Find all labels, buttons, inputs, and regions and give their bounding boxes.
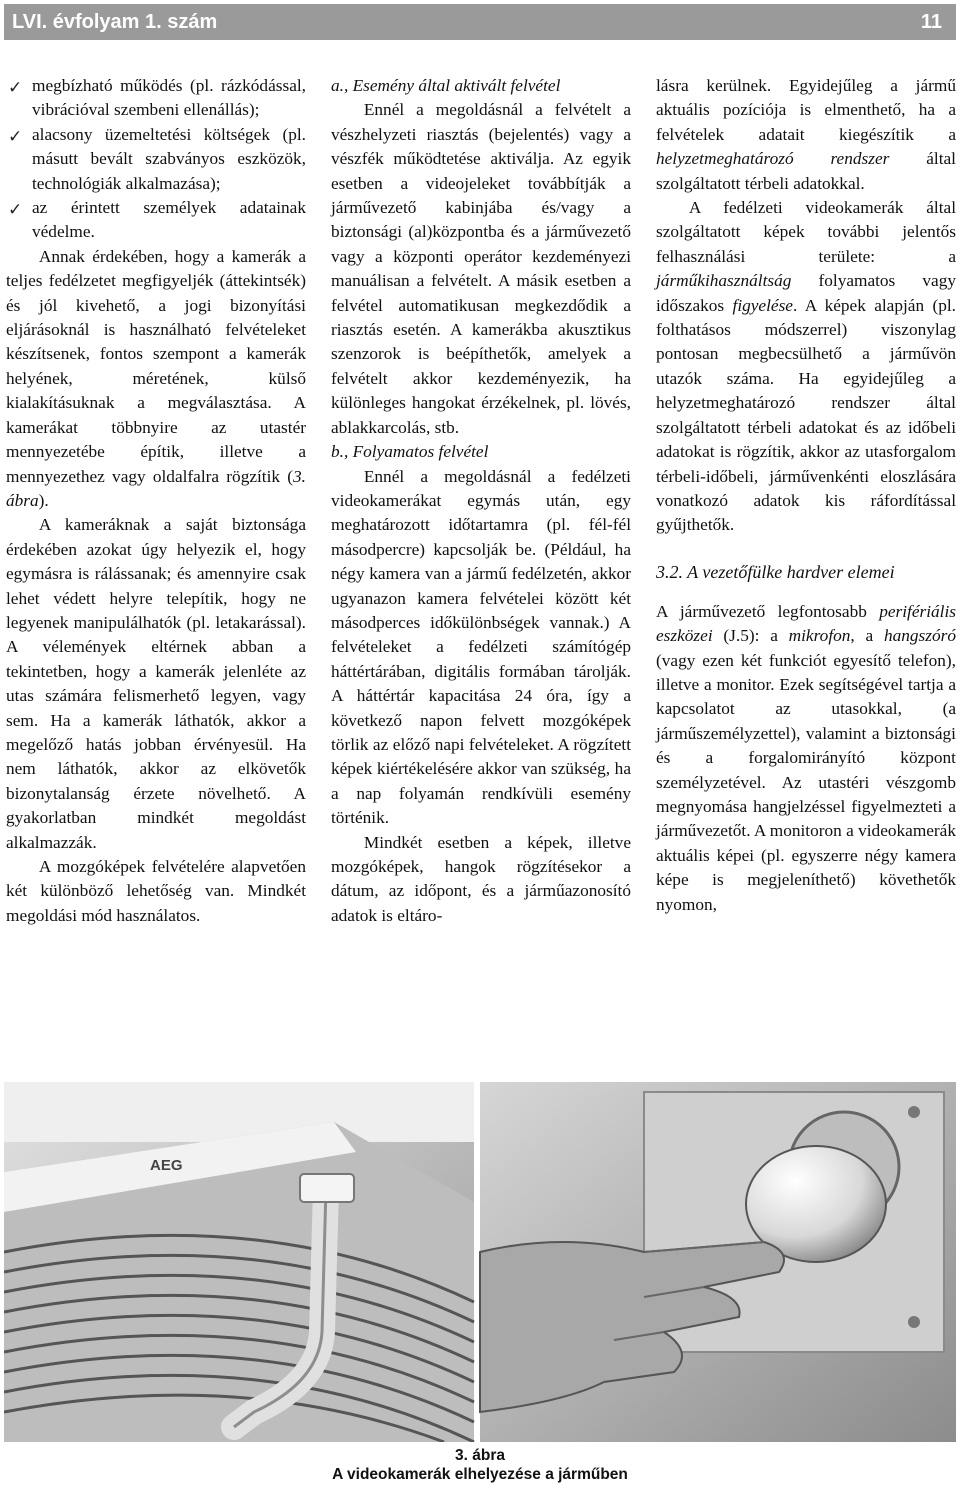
section-title: 3.2. A vezetőfülke hardver elemei [656, 561, 895, 582]
text-column-1 [6, 74, 306, 928]
page-header [4, 4, 956, 40]
paragraph: A mozgóképek felvételére alapvetően két különböző lehetőség van. Mindkét megoldási mód használatos. [6, 857, 306, 925]
paragraph: Annak érdekében, hogy a kamerák a teljes fedélzetet megfigyeljék (áttekintsék) és jól kivehető, a jogi bizonyítási eljárásoknál is használható felvételeket készítsenek, fontos szempont a kamerák helyének, méretének, külső kialakításuknak a megválasztása. A kamerákat többnyire az utastér mennyezetébe építik, illetve a mennyezethez vagy oldalfalra rögzítik (3. ábra). [6, 246, 306, 510]
list-item: ✓ alacsony üzemeltetési költségek (pl. másutt bevált szabványos eszközök, technológiák alkalmazása); [8, 124, 306, 193]
paragraph: Ennél a megoldásnál a felvételt a vészhelyzeti riasztás (bejelentés) vagy a vészfék működtetése aktiválja. Az egyik esetben a videojeleket továbbítják a járművezető kabinjába és/vagy a biztonsági (al)központba és a járművezető vagy a központi operátor kezdeményezi manuálisan a felvételt. A másik esetben a felvétel automatikusan megkezdődik a riasztás esetén. A kamerákba akusztikus szenzorok is beépíthetők, amelyek a felvételt akkor kezdeményezik, ha különleges hangokat érzékelnek, pl. lövés, ablakkarcolás, stb. [331, 100, 631, 437]
figure-caption [0, 1446, 960, 1484]
bullet-check-icon: ✓ [8, 200, 23, 221]
subsection-heading-b: b., Folyamatos felvétel [331, 442, 489, 462]
page-number: 11 [920, 10, 942, 33]
paragraph: A kameráknak a saját biztonsága érdekében azokat úgy helyezik el, hogy egymásra is rálássanak; és amennyire csak lehet védett helyre telepítik, hogy ne legyenek manipulálhatók (pl. letakarással). A vélemények eltérnek abban a tekintetben, hogy a kamerák jelenléte az utas számára felismerhető legyen, vagy sem. Ha a kamerák láthatók, akkor a megelőző hatás jobban érvényesül. Ha nem láthatók, akkor az elkövetők bizonytalanság érzete növelhető. A gyakorlatban mindkét megoldást alkalmazzák. [6, 515, 306, 852]
camera-photos [4, 1082, 956, 1442]
paragraph: Mindkét esetben a képek, illetve mozgóképek, hangok rögzítésekor a dátum, az időpont, és a járműazonosító adatok is eltáro- [331, 832, 631, 925]
right-photo-dome-camera [480, 1082, 956, 1442]
requirements-list [6, 74, 306, 245]
figure-title: A videokamerák elhelyezése a járműben [332, 1466, 628, 1483]
figure-3-photographs [4, 1082, 956, 1442]
paragraph: A járművezető legfontosabb perifériális eszközei (J.5): a mikrofon, a hangszóró (vagy ezen két funkciót egyesítő telefon), illetve a monitor. Ezek segítségével tartja a kapcsolatot az utasokkal, (a járműszemélyzettel), valamint a biztonsági és a forgalomirányító központ személyzetével. Az utastéri vészgomb megnyomása hangjelzéssel figyelmezteti a járművezetőt. A monitoron a videokamerák aktuális képei (pl. egyszerre négy kamera képe is megjeleníthető) követhetők nyomon, [656, 601, 956, 914]
paragraph: Ennél a megoldásnál a fedélzeti videokamerákat egymás után, egy meghatározott időtartamra (pl. fél-fél másodpercre) kapcsolják be. (Például, ha négy kamera van a jármű fedélzetén, akkor ugyanazon kamera felvételei között két másodperces időkülönbségek vannak.) A felvételeket a fedélzeti számítógép háttértárában, digitális formában tárolják. A háttértár kapacitása 24 óra, így a következő napon felvett mozgóképek törlik az előző napi felvételeket. A rögzített képek kiértékelésére akkor van szükség, ha a nap folyamán rendkívüli esemény történik. [331, 466, 631, 828]
device-brand-label: AEG [150, 1157, 183, 1174]
figure-number: 3. ábra [455, 1447, 505, 1464]
text-column-2 [331, 74, 631, 928]
list-item: ✓ az érintett személyek adatainak védelme. [8, 198, 306, 242]
text-column-3 [656, 74, 956, 917]
figure-reference: 3. ábra [6, 466, 306, 510]
bullet-check-icon: ✓ [8, 78, 23, 98]
paragraph: lásra kerülnek. Egyidejűleg a jármű aktuális pozíciója is elmenthető, ha a felvételek adatait kiegészítik a helyzetmeghatározó rendszer által szolgáltatott térbeli adatokkal. [656, 76, 956, 193]
journal-volume-title: LVI. évfolyam 1. szám [12, 10, 218, 33]
subsection-heading-a: a., Esemény által aktivált felvétel [331, 76, 561, 95]
list-item: ✓ megbízható működés (pl. rázkódással, vibrációval szembeni ellenállás); [8, 76, 306, 120]
bullet-check-icon: ✓ [8, 126, 23, 147]
left-photo-vent-camera [4, 1082, 474, 1442]
paragraph: A fedélzeti videokamerák által szolgáltatott képek további jelentős felhasználási területe: a járműkihasználtság folyamatos vagy időszakos figyelése. A képek alapján (pl. folthatásos módszerrel) viszonylag pontosan megbecsülhető a járművön utazók száma. Ha egyidejűleg a helyzetmeghatározó rendszer által szolgáltatott térbeli adatokat és az időbeli adatokat is rögzítik, akkor az utasforgalom térbeli-időbeli, járművenkénti eloszlására vonatkozó adatok kis ráfordítással gyűjthetők. [656, 198, 956, 535]
